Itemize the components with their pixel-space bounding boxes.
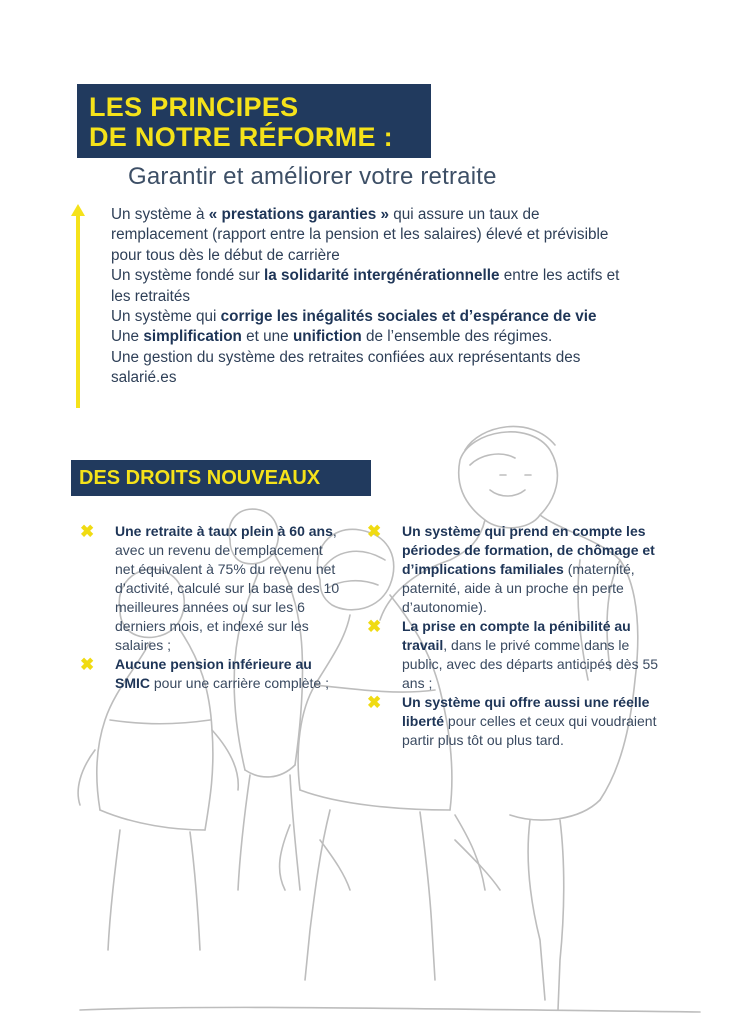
list-item: ✖ Aucune pension inférieure au SMIC pour une carrière complète ; xyxy=(80,655,329,691)
principle-item: Un système qui corrige les inégalités sociales et d’espérance de vie xyxy=(111,308,597,326)
page-title-line2: DE NOTRE RÉFORME : xyxy=(89,122,393,152)
yellow-x-icon: ✖ xyxy=(367,617,382,636)
list-item: ✖ Une retraite à taux plein à 60 ans, avec un revenu de remplacement net équivalent à 75% du revenu net d’activité, calculé sur la base des 10 meilleures années ou sur les 6 derniers mois, et indexé sur les salaires ; xyxy=(80,522,340,653)
principle-item: Un système fondé sur la solidarité intergénérationnelle entre les actifs et les retraités xyxy=(111,267,620,305)
principle-item: Un système à « prestations garanties » qui assure un taux de remplacement (rapport entre la pension et les salaires) élevé et prévisible pour tous dès le début de carrière xyxy=(111,206,609,264)
section-title: DES DROITS NOUVEAUX xyxy=(71,460,371,496)
principles-list xyxy=(111,205,639,389)
principle-item: Une simplification et une unifiction de l’ensemble des régimes. xyxy=(111,328,553,346)
yellow-x-icon: ✖ xyxy=(367,522,382,541)
up-arrow-icon xyxy=(70,204,86,410)
page-title-line1: LES PRINCIPES xyxy=(89,92,299,122)
yellow-x-icon: ✖ xyxy=(80,655,95,674)
yellow-x-icon: ✖ xyxy=(80,522,95,541)
rights-left-column xyxy=(80,522,342,693)
page-subtitle: Garantir et améliorer votre retraite xyxy=(128,163,497,190)
page-title xyxy=(77,84,431,158)
list-item: ✖ Un système qui offre aussi une réelle liberté pour celles et ceux qui voudraient partir plus tôt ou plus tard. xyxy=(367,693,657,748)
rights-right-column xyxy=(367,522,659,750)
yellow-x-icon: ✖ xyxy=(367,693,382,712)
principle-item: Une gestion du système des retraites confiées aux représentants des salarié.es xyxy=(111,348,581,387)
list-item: ✖ Un système qui prend en compte les périodes de formation, de chômage et d’implications familiales (maternité, paternité, aide à un proche en perte d’autonomie). xyxy=(367,522,655,615)
list-item: ✖ La prise en compte la pénibilité au travail, dans le privé comme dans le public, avec des départs anticipés dès 55 ans ; xyxy=(367,617,659,691)
